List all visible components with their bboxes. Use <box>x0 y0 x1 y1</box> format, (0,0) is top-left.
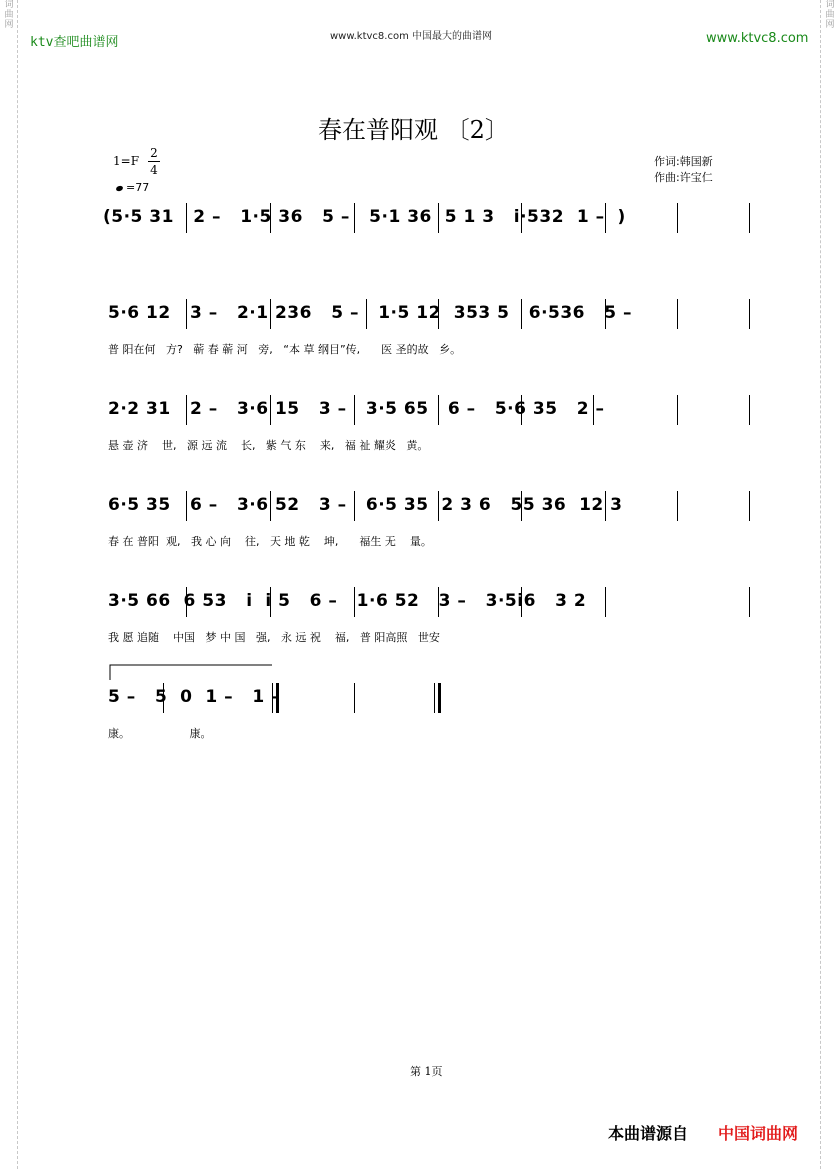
bar-line <box>605 299 606 329</box>
quarter-note-icon <box>115 185 123 192</box>
bar-line <box>186 395 187 425</box>
bar-line <box>521 203 522 233</box>
bar-line <box>521 491 522 521</box>
tempo-marking <box>116 181 149 194</box>
bar-line <box>186 299 187 329</box>
bar-line <box>354 587 355 617</box>
bar-line <box>270 299 271 329</box>
bar-line <box>749 587 750 617</box>
bar-line <box>677 299 678 329</box>
bar-line <box>593 395 594 425</box>
repeat-bar-line <box>272 683 273 713</box>
bar-line <box>749 299 750 329</box>
bar-line <box>605 491 606 521</box>
time-signature <box>147 145 161 178</box>
bar-line <box>521 395 522 425</box>
side-watermark-left: 词 曲 网 <box>4 0 14 30</box>
lyrics-line: 春 在 普阳 观, 我 心 向 往, 天 地 乾 坤, 福生 无 量。 <box>108 535 432 548</box>
repeat-bar-line <box>276 683 279 713</box>
bar-line <box>270 587 271 617</box>
bar-line <box>270 203 271 233</box>
bar-line <box>186 587 187 617</box>
time-signature-top: 2 <box>150 146 158 160</box>
final-bar-line <box>438 683 441 713</box>
notation-line: (5·5 31 2 – 1·5 36 5 – 5·1 36 5 1 3 i·532 1 – ) <box>103 207 626 227</box>
bar-line <box>521 587 522 617</box>
side-watermark-right: 词 曲 网 <box>825 0 835 30</box>
bar-line <box>749 203 750 233</box>
bar-line <box>677 203 678 233</box>
bar-line <box>163 683 164 713</box>
final-bar-line <box>434 683 435 713</box>
bar-line <box>438 491 439 521</box>
bar-line <box>354 683 355 713</box>
time-signature-bottom: 4 <box>150 163 158 177</box>
bar-line <box>677 491 678 521</box>
source-label: 本曲谱源自 <box>608 1124 689 1143</box>
notation-line: 2·2 31 2 – 3·6 15 3 – 3·5 65 6 – 5·6 35 2 – <box>108 399 605 419</box>
bar-line <box>605 587 606 617</box>
bar-line <box>270 491 271 521</box>
page-title: 春在普阳观 〔2〕 <box>318 116 509 144</box>
bar-line <box>438 395 439 425</box>
header-tagline: www.ktvc8.com 中国最大的曲谱网 <box>330 31 493 42</box>
bar-line <box>521 299 522 329</box>
bar-line <box>438 587 439 617</box>
lyrics-line: 悬 壶 济 世, 源 远 流 长, 紫 气 东 来, 福 祉 耀炎 黄。 <box>108 439 429 452</box>
bar-line <box>749 491 750 521</box>
bar-line <box>438 203 439 233</box>
notation-line: 5·6 12 3 – 2·1 236 5 – 1·5 12 353 5 6·536 5 – <box>108 303 633 323</box>
header-url[interactable]: www.ktvc8.com <box>706 31 809 46</box>
bar-line <box>677 395 678 425</box>
lyricist-credit: 作词:韩国新 <box>654 155 713 168</box>
bar-line <box>366 299 367 329</box>
tempo-value: =77 <box>126 181 150 194</box>
volta-bracket <box>108 662 278 682</box>
notation-line: 5 – 5 0 1 – 1 – <box>108 687 281 707</box>
key-signature: 1=F <box>113 154 140 168</box>
header-site-name[interactable]: ktv查吧曲谱网 <box>30 35 119 50</box>
bar-line <box>354 395 355 425</box>
notation-line: 3·5 66 6 53 i i 5 6 – 1·6 52 3 – 3·5i6 3 2 <box>108 591 587 611</box>
bar-line <box>186 203 187 233</box>
source-site-link[interactable]: 中国词曲网 <box>718 1124 799 1143</box>
bar-line <box>354 203 355 233</box>
bar-line <box>605 203 606 233</box>
page-number: 第 1页 <box>410 1065 443 1078</box>
bar-line <box>354 491 355 521</box>
lyrics-line: 普 阳在何 方? 蕲 春 蕲 河 旁, “本 草 纲目”传, 医 圣的故 乡。 <box>108 343 462 356</box>
bar-line <box>186 491 187 521</box>
lyrics-line: 我 愿 追随 中国 梦 中 国 强, 永 远 祝 福, 普 阳高照 世安 <box>108 631 440 644</box>
bar-line <box>270 395 271 425</box>
bar-line <box>438 299 439 329</box>
bar-line <box>749 395 750 425</box>
notation-line: 6·5 35 6 – 3·6 52 3 – 6·5 35 2 3 6 55 36 12 3 <box>108 495 623 515</box>
composer-credit: 作曲:许宝仁 <box>654 171 713 184</box>
lyrics-line: 康。 康。 <box>108 727 212 740</box>
